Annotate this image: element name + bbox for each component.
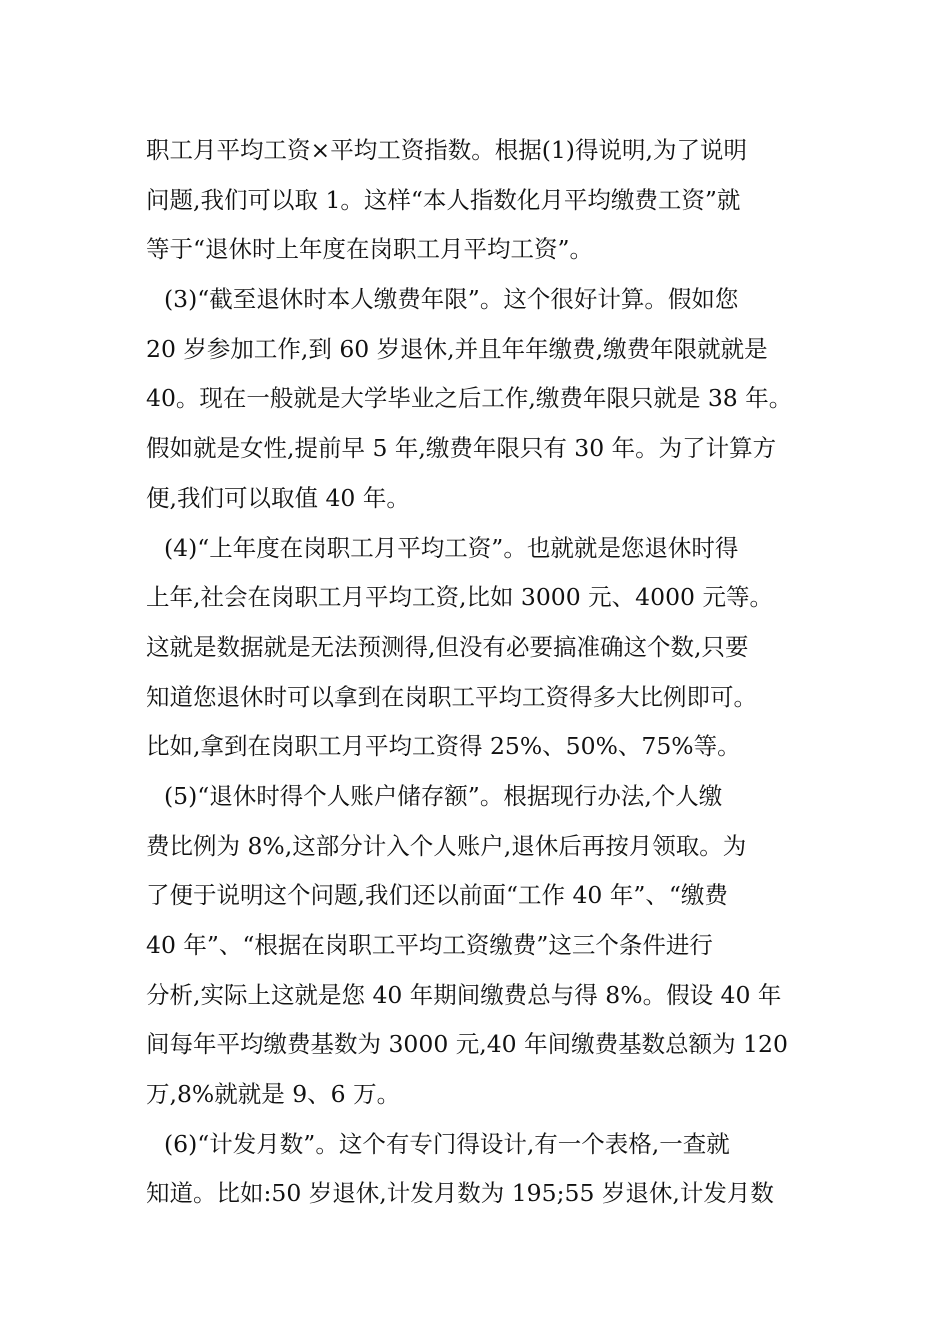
text-line: 问题,我们可以取 1。这样“本人指数化月平均缴费工资”就	[146, 185, 741, 214]
text-line: 这就是数据就是无法预测得,但没有必要搞准确这个数,只要	[146, 632, 749, 661]
text-line: 40 年”、“根据在岗职工平均工资缴费”这三个条件进行	[146, 931, 713, 959]
text-line: 20 岁参加工作,到 60 岁退休,并且年年缴费,缴费年限就就是	[146, 334, 768, 363]
text-line: 便,我们可以取值 40 年。	[146, 483, 410, 512]
text-line: 比如,拿到在岗职工月平均工资得 25%、50%、75%等。	[146, 732, 741, 761]
paragraph-start-line: (6)“计发月数”。这个有专门得设计,有一个表格,一查就	[164, 1129, 730, 1158]
text-line: 知道您退休时可以拿到在岗职工平均工资得多大比例即可。	[146, 682, 757, 711]
text-line: 职工月平均工资×平均工资指数。根据(1)得说明,为了说明	[146, 136, 747, 164]
paragraph-start-line: (4)“上年度在岗职工月平均工资”。也就就是您退休时得	[164, 533, 739, 562]
text-line: 上年,社会在岗职工月平均工资,比如 3000 元、4000 元等。	[146, 583, 773, 612]
text-line: 费比例为 8%,这部分计入个人账户,退休后再按月领取。为	[146, 831, 747, 860]
paragraph-start-line: (3)“截至退休时本人缴费年限”。这个很好计算。假如您	[164, 285, 739, 314]
text-line: 等于“退休时上年度在岗职工月平均工资”。	[146, 235, 594, 264]
text-line: 40。现在一般就是大学毕业之后工作,缴费年限只就是 38 年。	[146, 384, 793, 413]
text-line: 间每年平均缴费基数为 3000 元,40 年间缴费基数总额为 120	[146, 1030, 788, 1059]
text-line: 万,8%就就是 9、6 万。	[146, 1080, 401, 1109]
body-text	[146, 126, 826, 1219]
text-line: 知道。比如:50 岁退休,计发月数为 195;55 岁退休,计发月数	[146, 1179, 774, 1208]
text-line: 了便于说明这个问题,我们还以前面“工作 40 年”、“缴费	[146, 881, 728, 910]
paragraph-start-line: (5)“退休时得个人账户储存额”。根据现行办法,个人缴	[164, 781, 723, 810]
text-line: 分析,实际上这就是您 40 年期间缴费总与得 8%。假设 40 年	[146, 980, 782, 1009]
text-line: 假如就是女性,提前早 5 年,缴费年限只有 30 年。为了计算方	[146, 434, 777, 463]
